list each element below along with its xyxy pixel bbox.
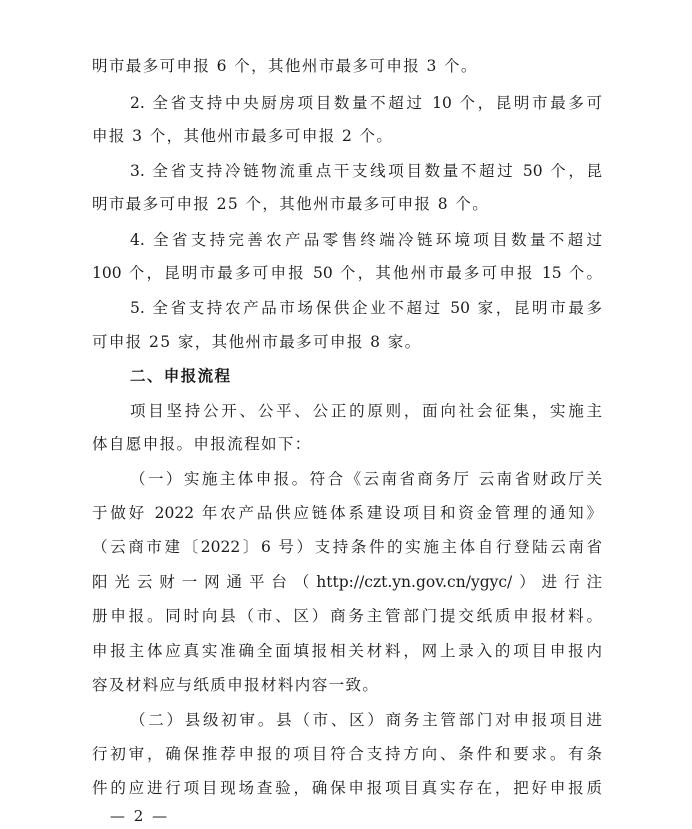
text-line-6: 4. 全省支持完善农产品零售终端冷链环境项目数量不超过 — [130, 231, 602, 249]
text-line-15: （云商市建〔2022〕6 号）支持条件的实施主体自行登陆云南省 — [92, 538, 602, 556]
text-line-13: （一）实施主体申报。符合《云南省商务厅 云南省财政厅关 — [130, 470, 602, 488]
text-line-20: （二）县级初审。县（市、区）商务主管部门对申报项目进 — [130, 711, 602, 729]
page-number: — 2 — — [110, 807, 170, 825]
text-line-11: 项目坚持公开、公平、公正的原则，面向社会征集，实施主 — [130, 402, 602, 420]
text-line-4: 3. 全省支持冷链物流重点干支线项目数量不超过 50 个，昆 — [130, 162, 602, 180]
text-line-8: 5. 全省支持农产品市场保供企业不超过 50 家，昆明市最多 — [130, 299, 602, 317]
text-line-14: 于做好 2022 年农产品供应链体系建设项目和资金管理的通知》 — [92, 504, 602, 522]
text-line-5: 明市最多可申报 25 个，其他州市最多可申报 8 个。 — [92, 195, 490, 213]
text-line-12: 体自愿申报。申报流程如下： — [92, 435, 312, 453]
text-line-3: 申报 3 个，其他州市最多可申报 2 个。 — [92, 127, 394, 145]
text-line-22: 件的应进行项目现场查验，确保申报项目真实存在，把好申报质 — [92, 779, 602, 797]
text-line-18: 申报主体应真实准确全面填报相关材料，网上录入的项目申报内 — [92, 642, 602, 660]
text-line-7: 100 个，昆明市最多可申报 50 个，其他州市最多可申报 15 个。 — [92, 264, 602, 282]
text-line-17: 册申报。同时向县（市、区）商务主管部门提交纸质申报材料。 — [92, 607, 602, 625]
text-line-16: 阳光云财一网通平台（http://czt.yn.gov.cn/ygyc/）进行注 — [92, 573, 602, 591]
text-line-2: 2. 全省支持中央厨房项目数量不超过 10 个，昆明市最多可 — [130, 94, 602, 112]
section-heading: 二、申报流程 — [130, 366, 232, 385]
text-line-21: 行初审，确保推荐申报的项目符合支持方向、条件和要求。有条 — [92, 745, 602, 763]
text-line-9: 可申报 25 家，其他州市最多可申报 8 家。 — [92, 333, 422, 351]
text-line-1: 明市最多可申报 6 个，其他州市最多可申报 3 个。 — [92, 57, 478, 75]
text-line-19: 容及材料应与纸质申报材料内容一致。 — [92, 676, 380, 694]
